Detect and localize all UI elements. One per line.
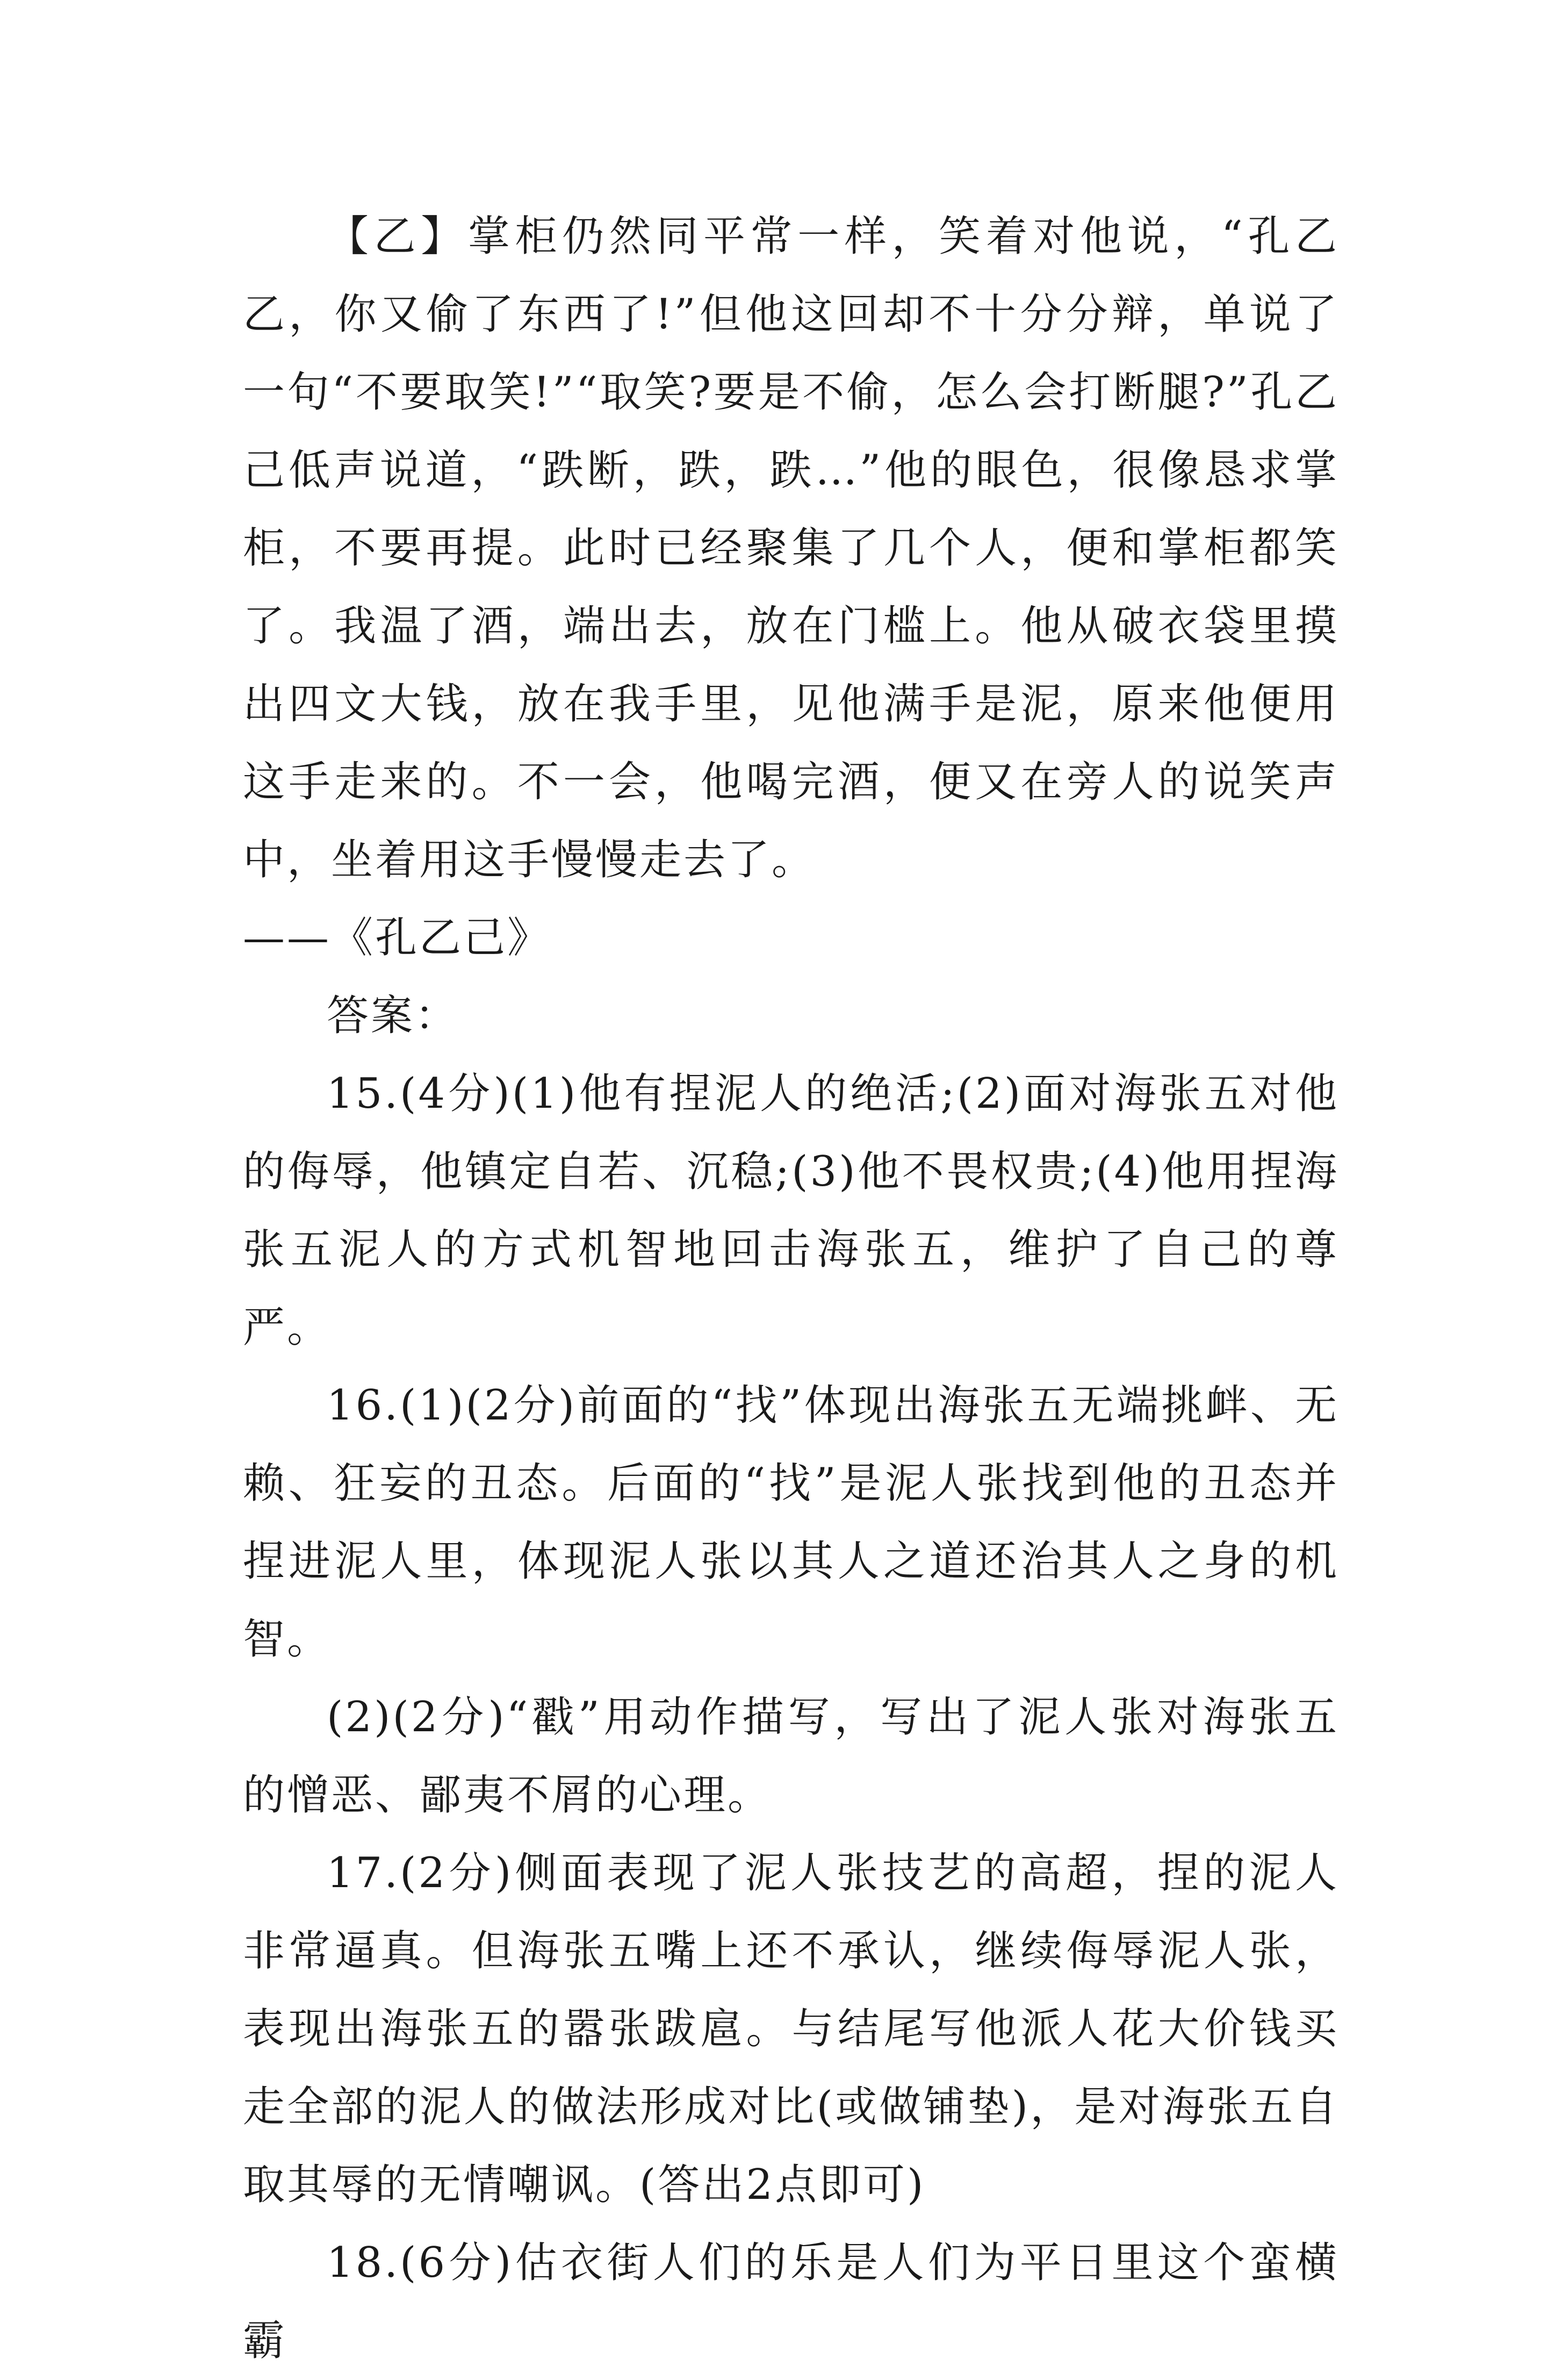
answer-15: 15.(4分)(1)他有捏泥人的绝活;(2)面对海张五对他的侮辱，他镇定自若、沉稳;(3)他不畏权贵;(4)他用捏海张五泥人的方式机智地回击海张五，维护了自己的尊严。 [243,1070,1339,1352]
passage-paragraph: 【乙】掌柜仍然同平常一样，笑着对他说，“孔乙乙，你又偷了东西了!”但他这回却不十分分辩，单说了一句“不要取笑!”“取笑?要是不偷，怎么会打断腿?”孔乙己低声说道，“跌断，跌，跌…”他的眼色，很像恳求掌柜，不要再提。此时已经聚集了几个人，便和掌柜都笑了。我温了酒，端出去，放在门槛上。他从破衣袋里摸出四文大钱，放在我手里，见他满手是泥，原来他便用这手走来的。不一会，他喝完酒，便又在旁人的说笑声中，坐着用这手慢慢走去了。 [243,212,1339,884]
document-body [243,198,1339,2380]
answer-heading: 答案： [327,992,459,1040]
answer-17: 17.(2分)侧面表现了泥人张技艺的高超，捏的泥人非常逼真。但海张五嘴上还不承认，继续侮辱泥人张，表现出海张五的嚣张跋扈。与结尾写他派人花大价钱买走全部的泥人的做法形成对比(或做铺垫)，是对海张五自取其辱的无情嘲讽。(答出2点即可) [243,1849,1339,2209]
answer-16-part-1: 16.(1)(2分)前面的“找”体现出海张五无端挑衅、无赖、狂妄的丑态。后面的“找”是泥人张找到他的丑态并捏进泥人里，体现泥人张以其人之道还治其人之身的机智。 [243,1381,1339,1664]
answer-18: 18.(6分)估衣街人们的乐是人们为平日里这个蛮横霸 [243,2239,1339,2365]
source-citation: ——《孔乙己》 [243,914,552,962]
answer-16-part-2: (2)(2分)“戳”用动作描写，写出了泥人张对海张五的憎恶、鄙夷不屑的心理。 [243,1693,1339,1819]
